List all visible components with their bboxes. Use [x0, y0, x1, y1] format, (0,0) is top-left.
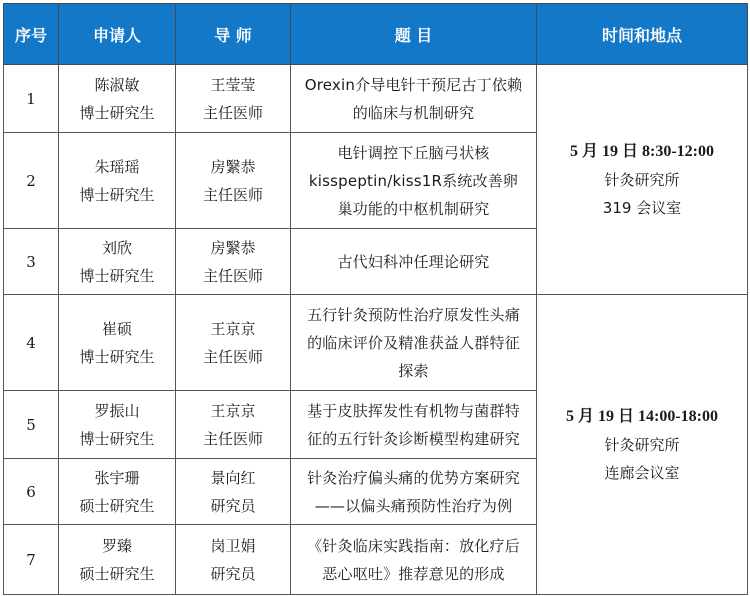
- row-index: 5: [4, 391, 59, 459]
- topic-line: 征的五行针灸诊断模型构建研究: [307, 429, 520, 448]
- header-time-place: 时间和地点: [537, 4, 748, 65]
- row-index: 4: [4, 295, 59, 391]
- row-index: 1: [4, 65, 59, 133]
- advisor-name: 房繄恭: [210, 157, 256, 176]
- row-index: 2: [4, 133, 59, 229]
- session-place: 针灸研究所: [604, 435, 680, 454]
- advisor-cell: [176, 295, 291, 391]
- applicant-name: 朱瑶瑶: [94, 157, 140, 176]
- topic-line: Orexin介导电针干预尼古丁依赖: [304, 75, 523, 94]
- row-index: 3: [4, 229, 59, 295]
- applicant-degree: 博士研究生: [79, 266, 155, 285]
- advisor-title: 研究员: [210, 496, 256, 515]
- header-advisor: 导 师: [176, 4, 291, 65]
- advisor-name: 景向红: [210, 468, 256, 487]
- applicant-cell: [59, 229, 176, 295]
- row-index: 7: [4, 525, 59, 595]
- header-applicant: 申请人: [59, 4, 176, 65]
- applicant-degree: 硕士研究生: [79, 496, 155, 515]
- advisor-name: 王莹莹: [210, 75, 256, 94]
- topic-cell: [291, 65, 537, 133]
- topic-line: 恶心呕吐》推荐意见的形成: [322, 564, 505, 583]
- applicant-cell: [59, 525, 176, 595]
- advisor-name: 房繄恭: [210, 238, 256, 257]
- advisor-name: 王京京: [210, 401, 256, 420]
- topic-line: 电针调控下丘脑弓状核: [337, 143, 490, 162]
- advisor-title: 主任医师: [202, 347, 263, 366]
- topic-cell: [291, 295, 537, 391]
- applicant-name: 张宇珊: [94, 468, 140, 487]
- applicant-degree: 博士研究生: [79, 347, 155, 366]
- session-afternoon: [537, 295, 748, 595]
- applicant-degree: 博士研究生: [79, 185, 155, 204]
- applicant-degree: 硕士研究生: [79, 564, 155, 583]
- topic-line: kisspeptin/kiss1R系统改善卵: [308, 171, 519, 190]
- applicant-name: 崔硕: [101, 319, 132, 338]
- applicant-degree: 博士研究生: [79, 103, 155, 122]
- topic-line: 基于皮肤挥发性有机物与菌群特: [307, 401, 520, 420]
- header-index: 序号: [4, 4, 59, 65]
- topic-line: 五行针灸预防性治疗原发性头痛: [307, 305, 520, 324]
- topic-cell: [291, 525, 537, 595]
- advisor-cell: [176, 391, 291, 459]
- session-morning: [537, 65, 748, 295]
- table-row: [4, 295, 748, 391]
- table-row: [4, 65, 748, 133]
- applicant-degree: 博士研究生: [79, 429, 155, 448]
- advisor-cell: [176, 133, 291, 229]
- applicant-name: 罗振山: [94, 401, 140, 420]
- topic-cell: [291, 229, 537, 295]
- advisor-title: 主任医师: [202, 185, 263, 204]
- header-row: [4, 4, 748, 65]
- applicant-name: 罗臻: [101, 536, 132, 555]
- advisor-title: 研究员: [210, 564, 256, 583]
- applicant-name: 刘欣: [101, 238, 132, 257]
- applicant-cell: [59, 459, 176, 525]
- topic-line: ——以偏头痛预防性治疗为例: [314, 496, 513, 515]
- session-place: 针灸研究所: [604, 170, 680, 189]
- advisor-cell: [176, 229, 291, 295]
- advisor-title: 主任医师: [202, 429, 263, 448]
- header-topic: 题 目: [291, 4, 537, 65]
- applicant-cell: [59, 133, 176, 229]
- session-time: 5 月 19 日 8:30-12:00: [570, 142, 714, 160]
- applicant-name: 陈淑敏: [94, 75, 140, 94]
- advisor-cell: [176, 525, 291, 595]
- topic-line: 古代妇科冲任理论研究: [337, 252, 490, 271]
- advisor-title: 主任医师: [202, 266, 263, 285]
- session-room: 连廊会议室: [604, 463, 680, 482]
- advisor-name: 王京京: [210, 319, 256, 338]
- topic-line: 《针灸临床实践指南：放化疗后: [307, 536, 520, 555]
- topic-cell: [291, 459, 537, 525]
- row-index: 6: [4, 459, 59, 525]
- session-room: 319 会议室: [602, 198, 682, 217]
- advisor-cell: [176, 459, 291, 525]
- topic-line: 的临床与机制研究: [352, 103, 475, 122]
- topic-cell: [291, 391, 537, 459]
- advisor-title: 主任医师: [202, 103, 263, 122]
- topic-line: 的临床评价及精准获益人群特征: [307, 333, 520, 352]
- advisor-cell: [176, 65, 291, 133]
- topic-line: 针灸治疗偏头痛的优势方案研究: [307, 468, 520, 487]
- applicant-cell: [59, 65, 176, 133]
- advisor-name: 岗卫娟: [210, 536, 256, 555]
- session-time: 5 月 19 日 14:00-18:00: [566, 407, 718, 425]
- applicant-cell: [59, 391, 176, 459]
- topic-cell: [291, 133, 537, 229]
- topic-line: 巢功能的中枢机制研究: [337, 199, 490, 218]
- schedule-table: [3, 3, 748, 595]
- topic-line: 探索: [398, 361, 429, 380]
- applicant-cell: [59, 295, 176, 391]
